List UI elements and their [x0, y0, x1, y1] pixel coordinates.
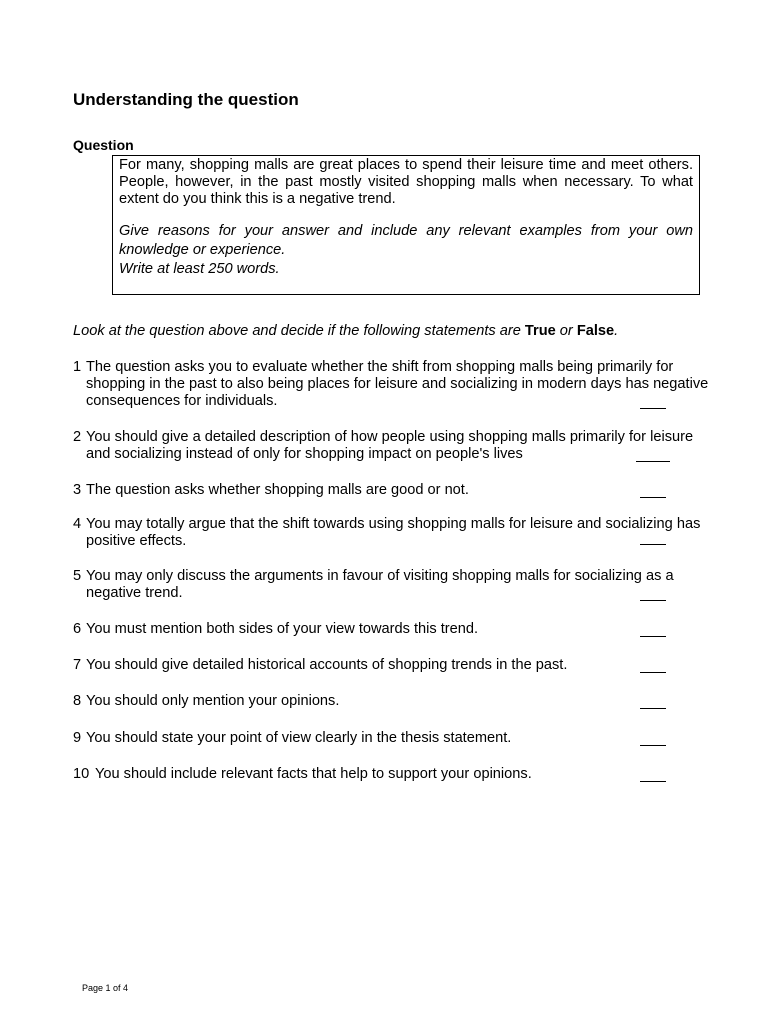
- statement-item: [73, 621, 713, 638]
- statement-item: [73, 568, 713, 602]
- page-title: Understanding the question: [73, 90, 299, 109]
- statement-number: 1: [73, 359, 82, 375]
- answer-blank[interactable]: [640, 600, 666, 601]
- statement-number: 6: [73, 621, 82, 637]
- question-instruction-reasons: Give reasons for your answer and include any relevant examples from your own knowledge or experience.: [119, 223, 693, 258]
- statement-text: You may only discuss the arguments in favour of visiting shopping malls for socializing as a negative trend.: [86, 568, 674, 601]
- question-instruction-word-count: Write at least 250 words.: [119, 261, 280, 277]
- statement-number: 3: [73, 482, 82, 498]
- task-instruction-text: Look at the question above and decide if the following statements are: [73, 323, 525, 339]
- statement-item: [73, 516, 713, 550]
- page-number: Page 1 of 4: [82, 983, 129, 993]
- answer-blank[interactable]: [640, 745, 666, 746]
- answer-blank[interactable]: [640, 708, 666, 709]
- statement-number: 5: [73, 568, 82, 584]
- statement-number: 10: [73, 766, 90, 782]
- statement-item: [73, 429, 713, 463]
- answer-blank[interactable]: [640, 497, 666, 498]
- question-prompt: For many, shopping malls are great places to spend their leisure time and meet others. People, however, in the past mostly visited shopping malls when necessary. To what extent do you think this is a negative trend.: [119, 157, 693, 207]
- question-instructions: [119, 222, 693, 279]
- statement-text: You should include relevant facts that help to support your opinions.: [95, 766, 532, 782]
- statement-item: [73, 657, 713, 674]
- or-word: or: [555, 323, 577, 339]
- statement-item: [73, 730, 713, 747]
- statement-text: You should state your point of view clearly in the thesis statement.: [86, 730, 512, 746]
- statement-text: You must mention both sides of your view towards this trend.: [86, 621, 479, 637]
- answer-blank[interactable]: [640, 544, 666, 545]
- statement-number: 8: [73, 693, 82, 709]
- answer-blank[interactable]: [636, 461, 670, 462]
- answer-blank[interactable]: [640, 408, 666, 409]
- statement-number: 4: [73, 516, 82, 532]
- statement-item: [73, 766, 713, 783]
- statement-text: You should give a detailed description of how people using shopping malls primarily for leisure and socializing instead of only for shopping impact on people's lives: [86, 429, 694, 462]
- answer-blank[interactable]: [640, 781, 666, 782]
- question-box: [112, 155, 700, 295]
- statement-text: You should give detailed historical accounts of shopping trends in the past.: [86, 657, 568, 673]
- answer-blank[interactable]: [640, 672, 666, 673]
- statement-text: You should only mention your opinions.: [86, 693, 340, 709]
- statement-item: [73, 693, 713, 710]
- statement-text: The question asks whether shopping malls are good or not.: [86, 482, 469, 498]
- task-instruction-end: .: [614, 323, 619, 339]
- statement-text: The question asks you to evaluate whether the shift from shopping malls being primarily for shopping in the past to also being places for leisure and socializing in modern days has negative consequences for individuals.: [86, 359, 709, 409]
- statement-item: [73, 359, 713, 410]
- statement-number: 9: [73, 730, 82, 746]
- answer-blank[interactable]: [640, 636, 666, 637]
- true-word: True: [524, 323, 556, 339]
- false-word: False: [576, 323, 615, 339]
- statement-item: [73, 482, 713, 499]
- question-heading: Question: [73, 137, 134, 153]
- statement-number: 7: [73, 657, 82, 673]
- statement-text: You may totally argue that the shift towards using shopping malls for leisure and socializing has positive effects.: [86, 516, 701, 549]
- statement-number: 2: [73, 429, 82, 445]
- task-instruction: [73, 323, 618, 339]
